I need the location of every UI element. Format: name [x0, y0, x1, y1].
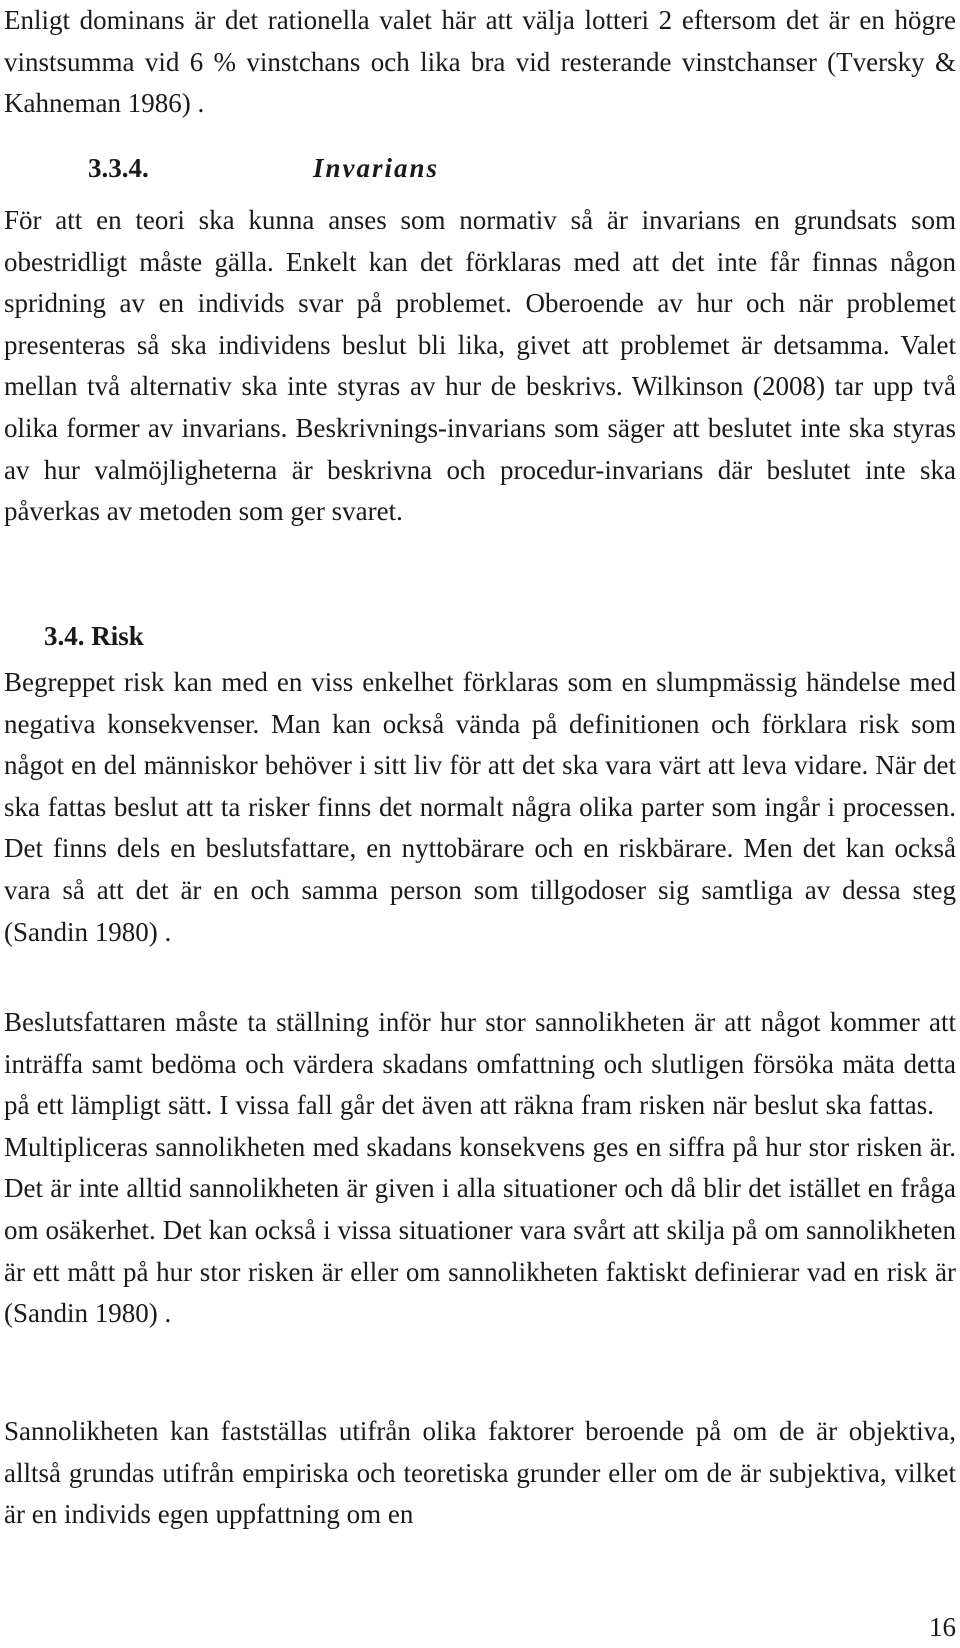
invarians-paragraph: För att en teori ska kunna anses som normativ så är invarians en grundsats som obestridligt måste gälla. Enkelt kan det förklaras med att det inte får finnas någon spridning av en individs svar på problemet. Oberoende av hur och när problemet presenteras så ska individens beslut bli lika, givet att problemet är detsamma. Valet mellan två alternativ ska inte styras av hur de beskrivs. Wilkinson (2008) tar upp två olika former av invarians. Beskrivnings-invarians som säger att beslutet inte ska styras av hur valmöjligheterna är beskrivna och procedur-invarians där beslutet inte ska påverkas av metoden som ger svaret. — [4, 205, 956, 527]
risk-paragraph-2-part-1: Beslutsfattaren måste ta ställning inför hur stor sannolikheten är att något kommer att inträffa samt bedöma och värdera skadans omfattning och slutligen försöka mäta detta på ett lämpligt sätt. I vissa fall går det även att räkna fram risken när beslut ska fattas. — [4, 1007, 956, 1121]
page-number: 16 — [929, 1612, 956, 1642]
section-title-invarians: Invarians — [313, 153, 440, 183]
risk-paragraph-2 — [4, 1002, 956, 1335]
risk-paragraph-1: Begreppet risk kan med en viss enkelhet förklaras som en slumpmässig händelse med negativa konsekvenser. Man kan också vända på definitionen och förklara risk som något en del människor behöver i sitt liv för att det ska vara värt att leva vidare. När det ska fattas beslut att ta risker finns det normalt några olika parter som ingår i processen. Det finns dels en beslutsfattare, en nyttobärare och en riskbärare. Men det kan också vara så att det är en och samma person som tillgodoser sig samtliga av dessa steg (Sandin 1980) . — [4, 667, 956, 947]
risk-paragraph-2-part-2: Multipliceras sannolikheten med skadans konsekvens ges en siffra på hur stor risken är. Det är inte alltid sannolikheten är given i alla situationer och då blir det istället en fråga om osäkerhet. Det kan också i vissa situationer vara svårt att skilja på om sannolikheten är ett mått på hur stor risken är eller om sannolikheten faktiskt definierar vad en risk är (Sandin 1980) . — [4, 1131, 956, 1329]
section-number-invarians: 3.3.4. — [88, 153, 149, 183]
risk-paragraph-3: Sannolikheten kan fastställas utifrån olika faktorer beroende på om de är objektiva, alltså grundas utifrån empiriska och teoretiska grunder eller om de är subjektiva, vilket är en individs egen uppfattning om en — [4, 1416, 956, 1530]
section-heading-risk: 3.4. Risk — [44, 621, 144, 651]
intro-paragraph: Enligt dominans är det rationella valet här att välja lotteri 2 eftersom det är en högre vinstsumma vid 6 % vinstchans och lika bra vid resterande vinstchanser (Tversky & Kahneman 1986) . — [4, 5, 956, 119]
